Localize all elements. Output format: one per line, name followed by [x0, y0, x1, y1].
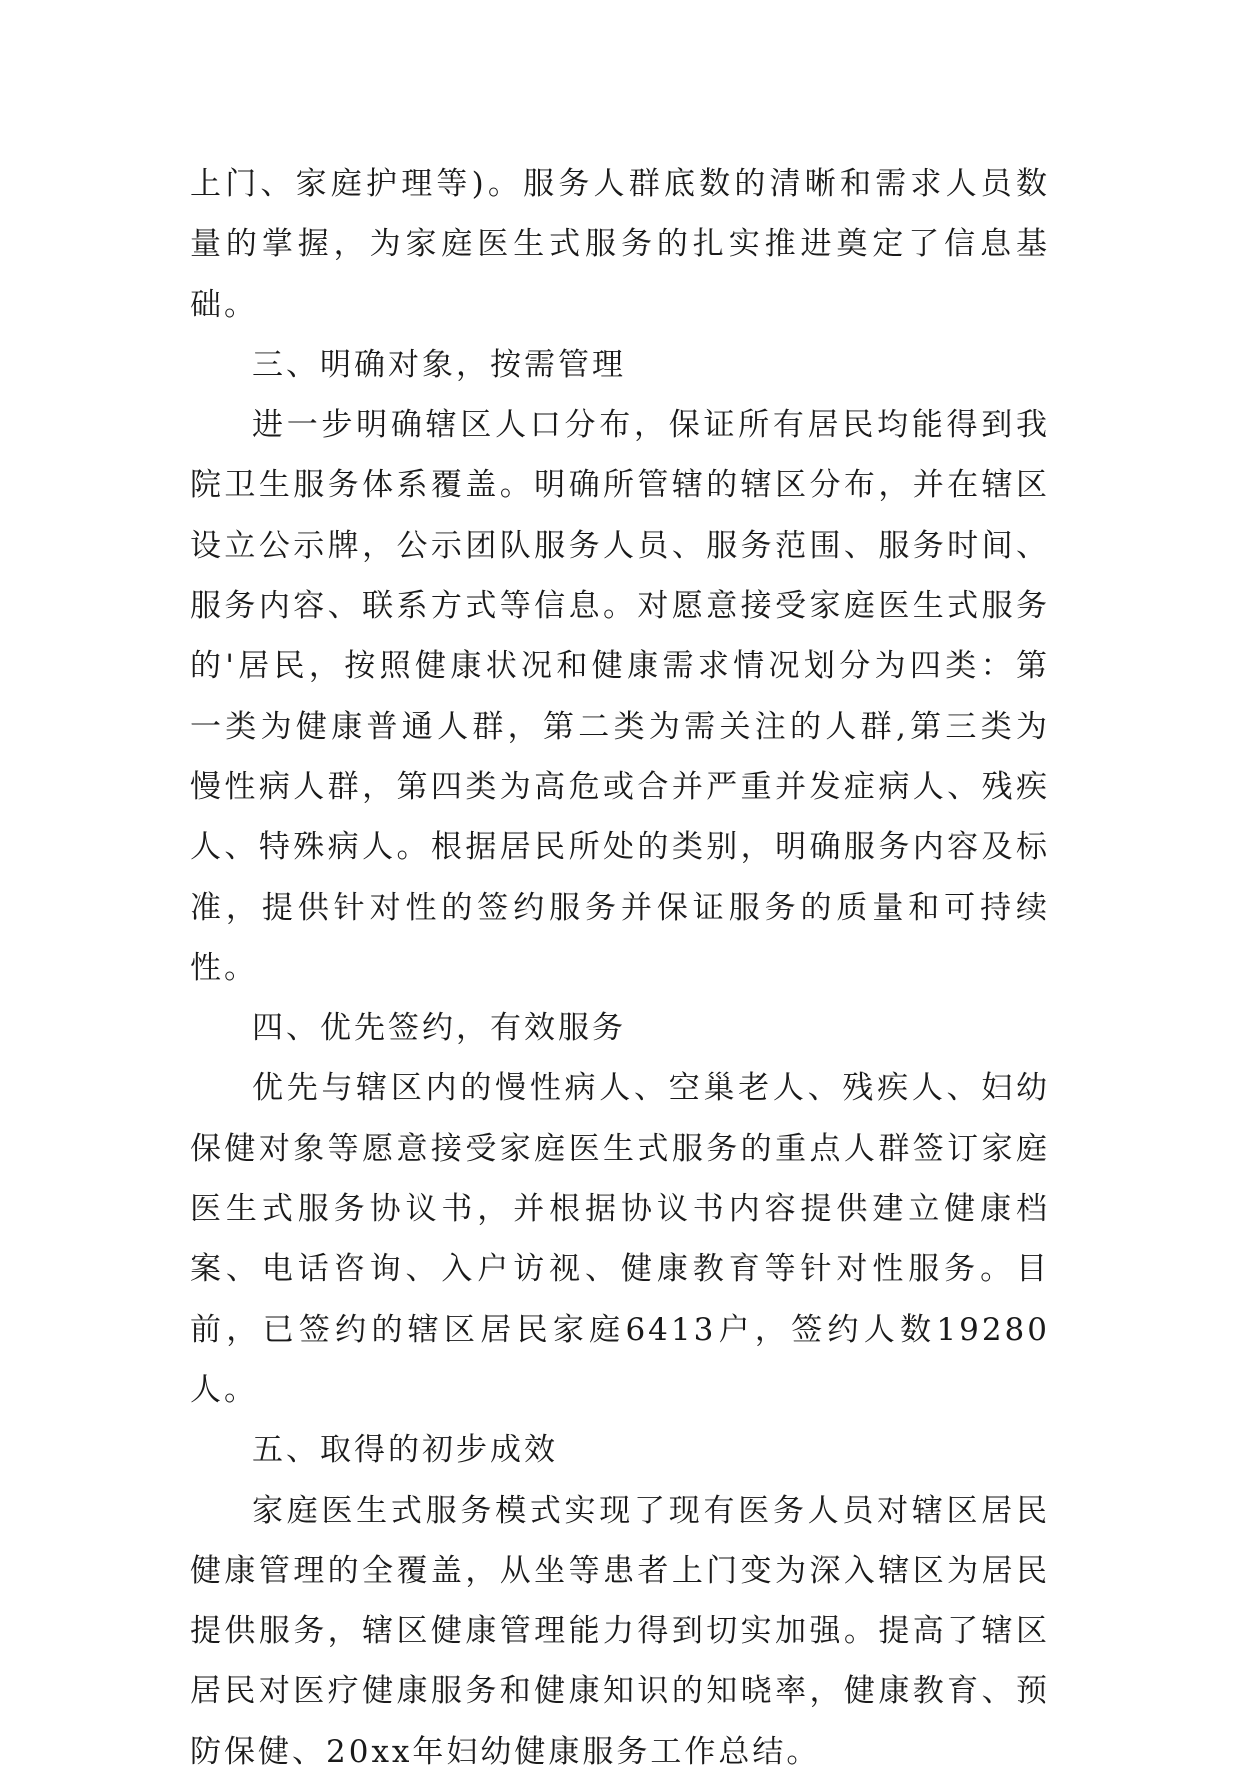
paragraph-section-4: 优先与辖区内的慢性病人、空巢老人、残疾人、妇幼保健对象等愿意接受家庭医生式服务的重点人群签订家庭医生式服务协议书，并根据协议书内容提供建立健康档案、电话咨询、入户访视、健康教育等针对性服务。目前，已签约的辖区居民家庭6413户，签约人数19280人。 [190, 1070, 1050, 1408]
paragraph-section-5: 家庭医生式服务模式实现了现有医务人员对辖区居民健康管理的全覆盖，从坐等患者上门变为深入辖区为居民提供服务，辖区健康管理能力得到切实加强。提高了辖区居民对医疗健康服务和健康知识的知晓率，健康教育、预防保健、20xx年妇幼健康服务工作总结。 [190, 1492, 1050, 1770]
document-body [190, 154, 1050, 1782]
paragraph-continuation: 上门、家庭护理等)。服务人群底数的清晰和需求人员数量的掌握，为家庭医生式服务的扎实推进奠定了信息基础。 [190, 166, 1050, 323]
section-heading-4: 四、优先签约，有效服务 [252, 1010, 626, 1047]
paragraph-section-3: 进一步明确辖区人口分布，保证所有居民均能得到我院卫生服务体系覆盖。明确所管辖的辖区分布，并在辖区设立公示牌，公示团队服务人员、服务范围、服务时间、服务内容、联系方式等信息。对愿意接受家庭医生式服务的'居民，按照健康状况和健康需求情况划分为四类：第一类为健康普通人群，第二类为需关注的人群,第三类为慢性病人群，第四类为高危或合并严重并发症病人、残疾人、特殊病人。根据居民所处的类别，明确服务内容及标准，提供针对性的签约服务并保证服务的质量和可持续性。 [190, 407, 1050, 986]
section-heading-3: 三、明确对象，按需管理 [252, 346, 626, 383]
section-heading-5: 五、取得的初步成效 [252, 1432, 558, 1469]
